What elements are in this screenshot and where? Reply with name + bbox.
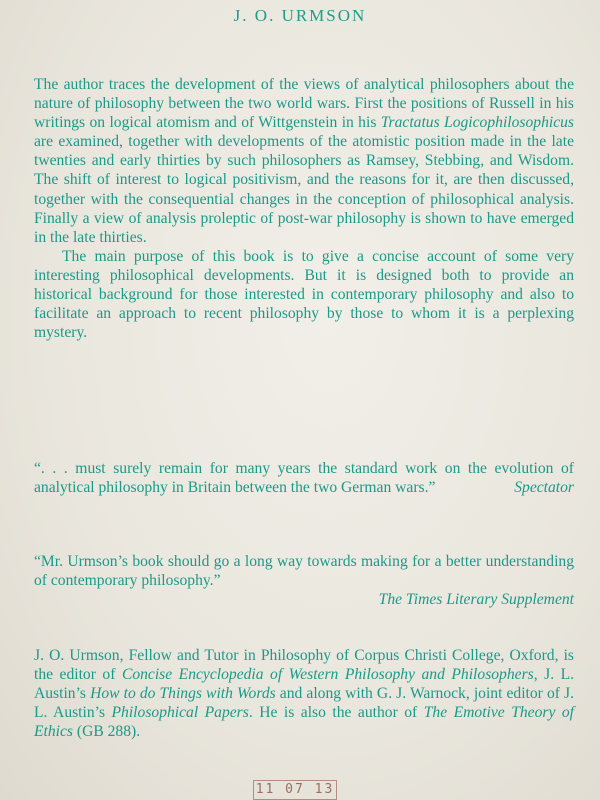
bio-text: , J. L. Austin’s: [34, 666, 575, 703]
author-heading: J. O. URMSON: [233, 6, 367, 25]
bio-text: (GB 288).: [72, 723, 141, 741]
review-quote-tls: [34, 552, 574, 609]
tractatus-title: Tractatus Logicophilosophicus: [380, 114, 574, 132]
bio-title: The Emotive Theory of Ethics: [34, 704, 574, 741]
bio-text: and along with G. J. Warnock, joint editor of J. L. Austin’s: [34, 685, 574, 722]
bio-title: How to do Things with Words: [90, 685, 276, 703]
bio-text: . He is also the author of: [248, 704, 424, 722]
book-description: [34, 75, 574, 342]
description-paragraph-1: [34, 75, 574, 247]
quote-text: “Mr. Urmson’s book should go a long way towards making for a better understanding of contemporary philosophy.”: [34, 553, 574, 590]
description-paragraph-2: The main purpose of this book is to give a concise account of some very interesting philosophical developments. But it is designed both to provide an historical background for those interested in contemporary philosophy and also to facilitate an approach to recent philosophy by those to whom it is a perplexing mystery.: [34, 247, 574, 342]
quote-text: “. . . must surely remain for many years the standard work on the evolution of analytical philosophy in Britain between the two German wars.”: [34, 460, 574, 497]
description-text: are examined, together with developments of the atomistic position made in the late twenties and early thirties by such philosophers as Ramsey, Stebbing, and Wisdom. The shift of interest to logical positivism, and the reasons for it, are then discussed, together with the consequential changes in the conception of philosophical analysis. Finally a view of analysis proleptic of post-war philosophy is shown to have emerged in the late thirties.: [34, 133, 574, 246]
bio-title: Concise Encyclopedia of Western Philosophy and Philosophers: [121, 666, 534, 684]
bio-text: J. O. Urmson, Fellow and Tutor in Philosophy of Corpus Christi College, Oxford, is the editor of: [34, 647, 574, 684]
date-stamp: 11 07 13: [253, 780, 337, 800]
bio-title: Philosophical Papers: [111, 704, 249, 722]
review-quote-spectator: [34, 459, 574, 497]
quote-source: The Times Literary Supplement: [378, 591, 574, 609]
quote-source: Spectator: [514, 479, 574, 497]
author-bio: [34, 646, 574, 741]
description-text: The author traces the development of the views of analytical philosophers about the nature of philosophy between the two world wars. First the positions of Russell in his writings on logical atomism and of Wittgenstein in his: [34, 76, 574, 132]
